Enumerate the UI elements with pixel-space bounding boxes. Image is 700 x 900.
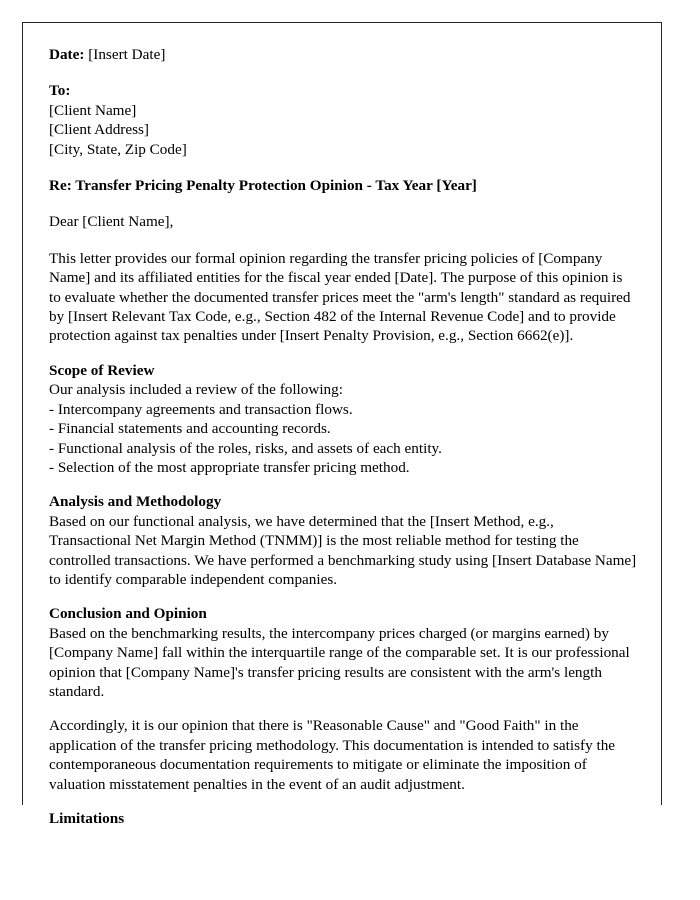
recipient-address: [Client Address]: [49, 121, 149, 139]
spacer-after-subject: [49, 195, 637, 212]
date-value: [Insert Date]: [88, 46, 166, 63]
spacer-after-date: [49, 64, 637, 81]
spacer-after-conclusion: [49, 701, 637, 716]
spacer-after-intro: [49, 346, 637, 361]
salutation: Dear [Client Name],: [49, 213, 174, 231]
conclusion-heading: Conclusion and Opinion: [49, 605, 207, 623]
scope-item: - Selection of the most appropriate transfer pricing method.: [49, 458, 410, 476]
to-label: To:: [49, 82, 71, 100]
scope-heading: Scope of Review: [49, 361, 155, 379]
date-label: Date:: [49, 46, 85, 63]
spacer-after-scope: [49, 477, 637, 492]
spacer-after-followup: [49, 794, 637, 809]
spacer-after-salutation: [49, 232, 637, 249]
methodology-paragraph: Based on our functional analysis, we have determined that the [Insert Method, e.g., Transactional Net Margin Method (TNMM)] is the most reliable method for testing the controlled transactions. We have performed a benchmarking study using [Insert Database Name] to identify comparable independent companies.: [49, 512, 637, 588]
conclusion-followup-paragraph: Accordingly, it is our opinion that there is "Reasonable Cause" and "Good Faith" in the application of the transfer pricing methodology. This documentation is intended to satisfy the contemporaneous documentation requirements to mitigate or eliminate the imposition of valuation misstatement penalties in the event of an audit adjustment.: [49, 717, 616, 793]
recipient-city-state-zip: [City, State, Zip Code]: [49, 140, 187, 158]
subject-line: Re: Transfer Pricing Penalty Protection Opinion - Tax Year [Year]: [49, 177, 477, 195]
scope-item: - Functional analysis of the roles, risks, and assets of each entity.: [49, 439, 442, 457]
methodology-heading: Analysis and Methodology: [49, 493, 222, 511]
limitations-heading: Limitations: [49, 810, 125, 827]
recipient-name: [Client Name]: [49, 101, 137, 119]
scope-lead-in: Our analysis included a review of the following:: [49, 381, 343, 399]
spacer-after-recipient: [49, 159, 637, 176]
document-page: [22, 22, 662, 827]
recipient-block: [49, 81, 637, 159]
document-body: [49, 45, 637, 828]
conclusion-paragraph: Based on the benchmarking results, the intercompany prices charged (or margins earned) by [Company Name] fall within the interquartile range of the comparable set. It is our professional opinion that [Company Name]'s transfer pricing results are consistent with the arm's length standard.: [49, 624, 630, 700]
date-block: [49, 45, 637, 64]
scope-item: - Financial statements and accounting records.: [49, 420, 331, 438]
scope-item: - Intercompany agreements and transaction flows.: [49, 400, 353, 418]
spacer-after-methodology: [49, 589, 637, 604]
intro-paragraph: This letter provides our formal opinion regarding the transfer pricing policies of [Company Name] and its affiliated entities for the fiscal year ended [Date]. The purpose of this opinion is to evaluate whether the documented transfer prices meet the "arm's length" standard as required by [Insert Relevant Tax Code, e.g., Section 482 of the Internal Revenue Code] and to provide protection against tax penalties under [Insert Penalty Provision, e.g., Section 6662(e)].: [49, 249, 631, 345]
